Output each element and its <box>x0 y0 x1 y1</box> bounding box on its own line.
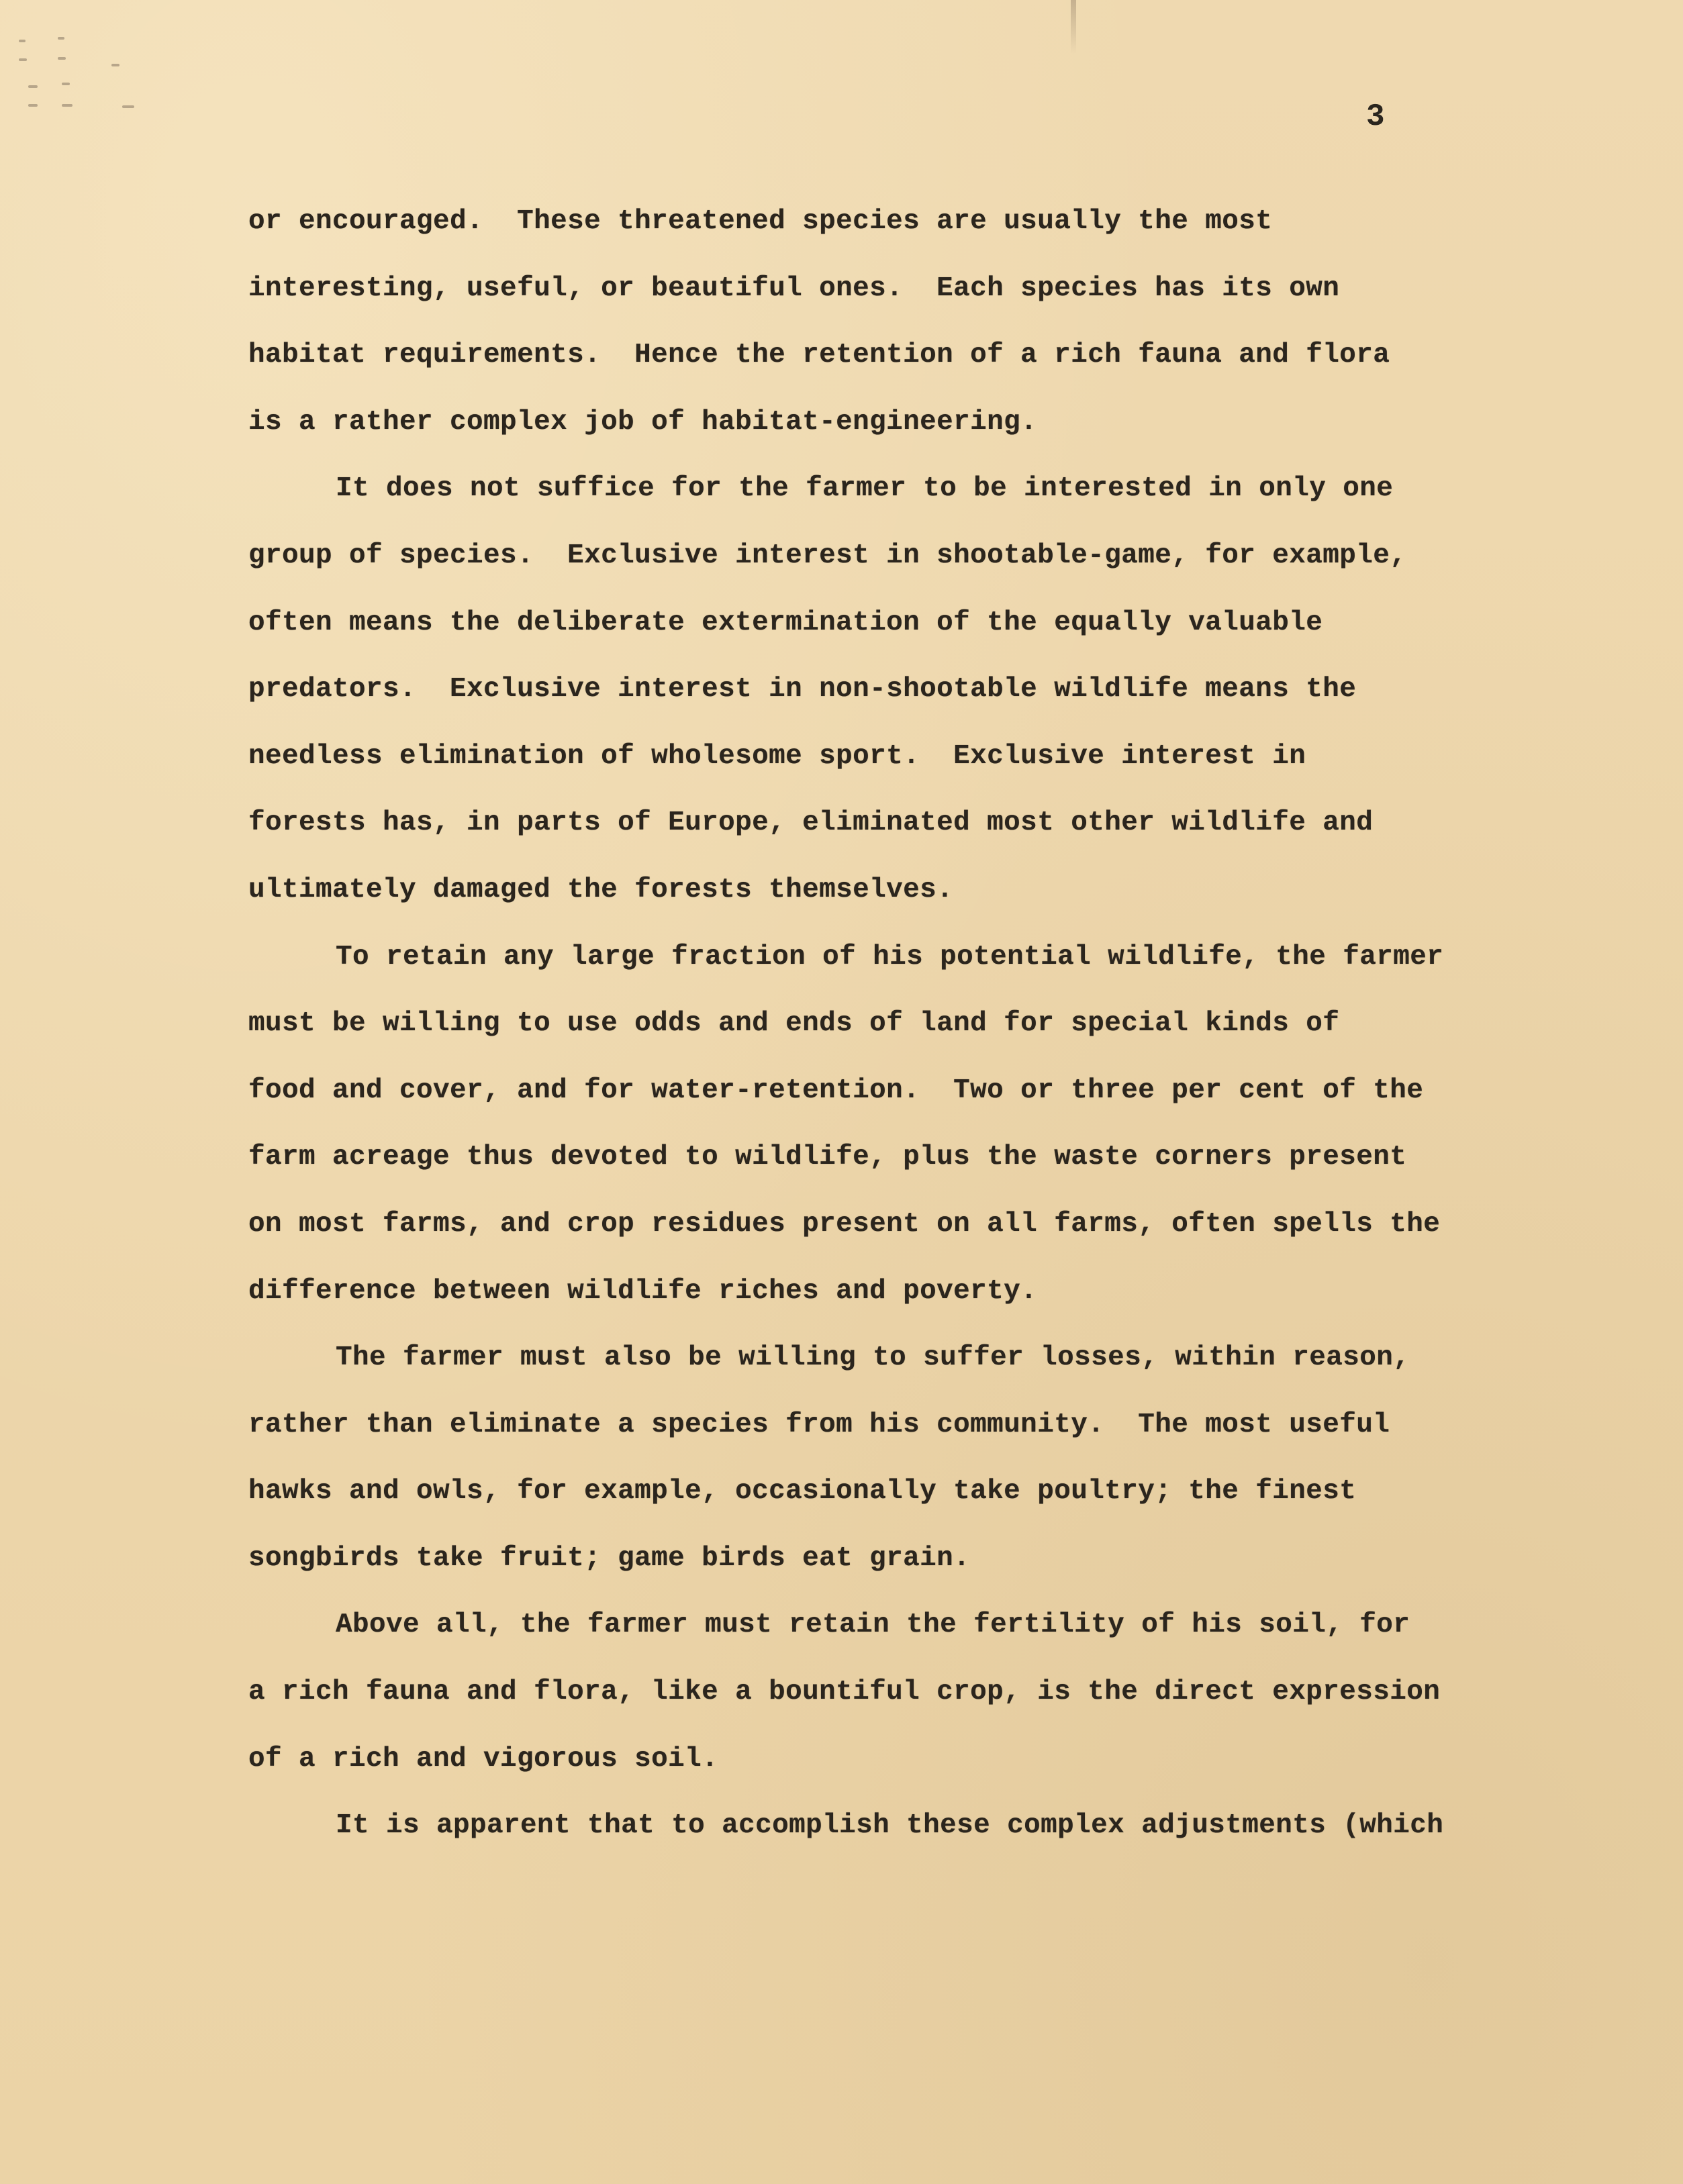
text-line: or encouraged. These threatened species are usually the most <box>248 206 1273 237</box>
text-line: on most farms, and crop residues present on all farms, often spells the <box>248 1208 1441 1240</box>
text-line: farm acreage thus devoted to wildlife, plus the waste corners present <box>248 1142 1407 1173</box>
paragraph-first-line: It does not suffice for the farmer to be interested in only one <box>336 473 1394 505</box>
text-line: group of species. Exclusive interest in shootable-game, for example, <box>248 540 1407 571</box>
text-line: habitat requirements. Hence the retention of a rich fauna and flora <box>248 340 1390 371</box>
staple-mark <box>1071 0 1076 54</box>
text-line: of a rich and vigorous soil. <box>248 1743 719 1775</box>
text-line: interesting, useful, or beautiful ones. Each species has its own <box>248 272 1340 304</box>
paragraph-first-line: To retain any large fraction of his potential wildlife, the farmer <box>336 941 1444 973</box>
text-line: is a rather complex job of habitat-engineering. <box>248 406 1038 438</box>
text-line: forests has, in parts of Europe, eliminated most other wildlife and <box>248 807 1374 839</box>
text-line: a rich fauna and flora, like a bountiful crop, is the direct expression <box>248 1677 1441 1708</box>
text-line: needless elimination of wholesome sport. Exclusive interest in <box>248 740 1306 772</box>
text-line: hawks and owls, for example, occasionally take poultry; the finest <box>248 1476 1357 1507</box>
text-line: predators. Exclusive interest in non-shootable wildlife means the <box>248 674 1357 705</box>
text-line: rather than eliminate a species from his community. The most useful <box>248 1409 1390 1440</box>
text-line: ultimately damaged the forests themselves. <box>248 874 954 905</box>
page-number: 3 <box>1366 99 1385 134</box>
text-line: songbirds take fruit; game birds eat grain. <box>248 1542 971 1574</box>
paragraph-first-line: Above all, the farmer must retain the fertility of his soil, for <box>336 1609 1410 1641</box>
paragraph-first-line: The farmer must also be willing to suffer losses, within reason, <box>336 1342 1410 1374</box>
body-text <box>248 198 1470 1869</box>
text-line: often means the deliberate extermination of the equally valuable <box>248 607 1323 638</box>
text-line: food and cover, and for water-retention. Two or three per cent of the <box>248 1075 1424 1106</box>
text-line: must be willing to use odds and ends of land for special kinds of <box>248 1008 1340 1040</box>
text-line: difference between wildlife riches and poverty. <box>248 1275 1038 1307</box>
paragraph-first-line: It is apparent that to accomplish these complex adjustments (which <box>336 1810 1444 1842</box>
edge-punch-marks <box>19 37 146 124</box>
